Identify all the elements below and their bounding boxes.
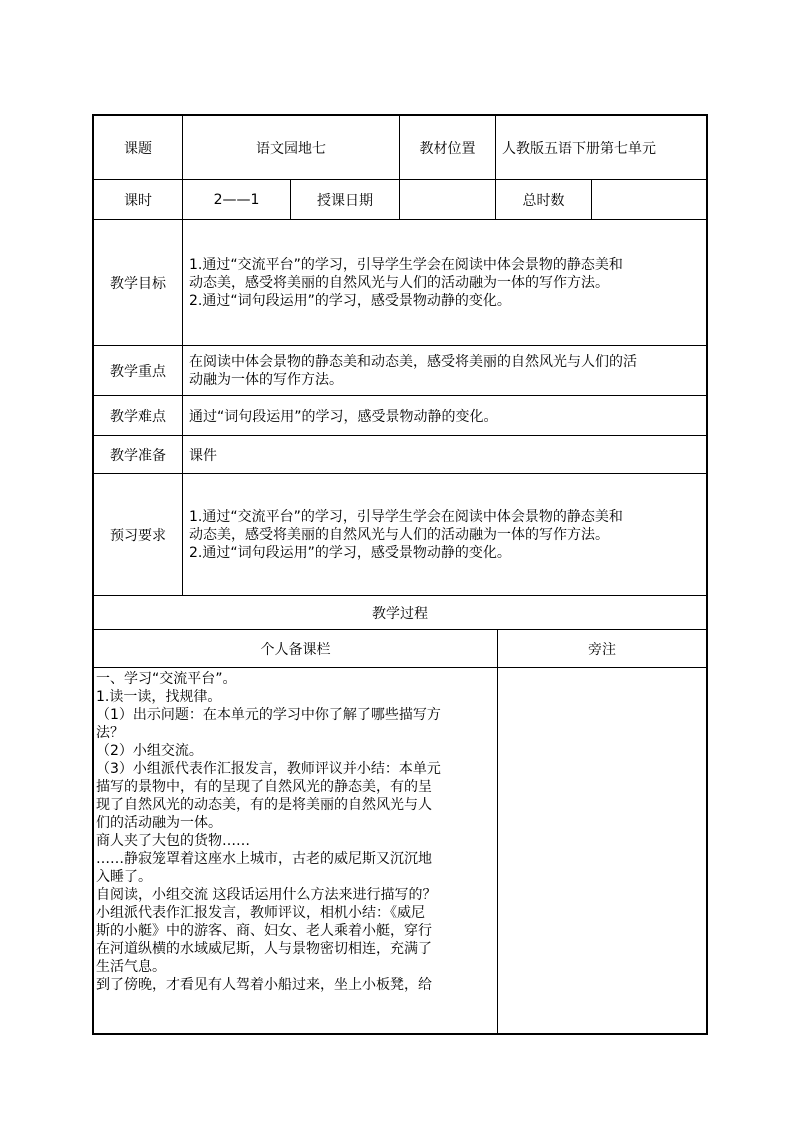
difficulties-label: 教学难点 <box>94 396 183 436</box>
objectives-line: 动态美，感受将美丽的自然风光与人们的活动融为一体的写作方法。 <box>189 274 609 291</box>
process-line: 小组派代表作汇报发言，教师评议，相机小结：《威尼 <box>96 905 425 921</box>
process-line: 商人夹了大包的货物…… <box>96 833 250 849</box>
textbook-position-label: 教材位置 <box>400 116 496 180</box>
process-line: 一、学习“交流平台”。 <box>96 671 237 687</box>
key-points-content <box>183 346 706 396</box>
process-line: ……静寂笼罩着这座水上城市，古老的威尼斯又沉沉地 <box>96 851 432 867</box>
preview-line: 动态美，感受将美丽的自然风光与人们的活动融为一体的写作方法。 <box>189 526 609 543</box>
preview-line: 1.通过“交流平台”的学习，引导学生学会在阅读中体会景物的静态美和 <box>189 508 623 525</box>
process-line: （1）出示问题：在本单元的学习中你了解了哪些描写方 <box>96 707 441 723</box>
process-line: 在河道纵横的水域威尼斯，人与景物密切相连，充满了 <box>96 941 432 957</box>
topic-label: 课题 <box>94 116 183 180</box>
difficulties-content: 通过“词句段运用”的学习，感受景物动静的变化。 <box>183 396 706 436</box>
textbook-position-value: 人教版五语下册第七单元 <box>496 116 706 180</box>
preview-content <box>183 474 706 596</box>
objectives-content <box>183 220 706 346</box>
personal-prep-body <box>94 668 498 1033</box>
objectives-label: 教学目标 <box>94 220 183 346</box>
process-line: 法？ <box>96 725 124 741</box>
process-line: （2）小组交流。 <box>96 743 203 759</box>
process-line: 生活气息。 <box>96 959 166 975</box>
period-label: 课时 <box>94 180 183 220</box>
preparation-label: 教学准备 <box>94 436 183 474</box>
total-hours-label: 总时数 <box>496 180 592 220</box>
process-line: 1.读一读，找规律。 <box>96 689 222 705</box>
topic-value: 语文园地七 <box>183 116 400 180</box>
process-line: 斯的小艇》中的游客、商、妇女、老人乘着小艇，穿行 <box>96 923 432 939</box>
objectives-line: 2.通过“词句段运用”的学习，感受景物动静的变化。 <box>189 292 511 309</box>
key-points-line: 在阅读中体会景物的静态美和动态美，感受将美丽的自然风光与人们的活 <box>189 353 637 370</box>
preview-label: 预习要求 <box>94 474 183 596</box>
process-line: 到了傍晚，才看见有人驾着小船过来，坐上小板凳，给 <box>96 977 432 993</box>
teaching-date-value <box>400 180 496 220</box>
objectives-line: 1.通过“交流平台”的学习，引导学生学会在阅读中体会景物的静态美和 <box>189 256 623 273</box>
teaching-date-label: 授课日期 <box>291 180 400 220</box>
process-title: 教学过程 <box>94 596 706 630</box>
key-points-label: 教学重点 <box>94 346 183 396</box>
side-notes-body <box>498 668 706 1033</box>
preview-line: 2.通过“词句段运用”的学习，感受景物动静的变化。 <box>189 544 511 561</box>
process-line: 自阅读，小组交流 这段话运用什么方法来进行描写的？ <box>96 887 437 903</box>
preparation-content: 课件 <box>183 436 706 474</box>
process-line: （3）小组派代表作汇报发言，教师评议并小结：本单元 <box>96 761 441 777</box>
process-line: 现了自然风光的动态美，有的是将美丽的自然风光与人 <box>96 797 432 813</box>
lesson-plan-table <box>92 114 708 1035</box>
key-points-line: 动融为一体的写作方法。 <box>189 371 343 388</box>
process-line: 们的活动融为一体。 <box>96 815 222 831</box>
side-notes-column-header: 旁注 <box>498 630 706 668</box>
total-hours-value <box>592 180 706 220</box>
period-value: 2——1 <box>183 180 291 220</box>
process-line: 描写的景物中，有的呈现了自然风光的静态美，有的呈 <box>96 779 432 795</box>
personal-prep-column-header: 个人备课栏 <box>94 630 498 668</box>
process-line: 入睡了。 <box>96 869 152 885</box>
